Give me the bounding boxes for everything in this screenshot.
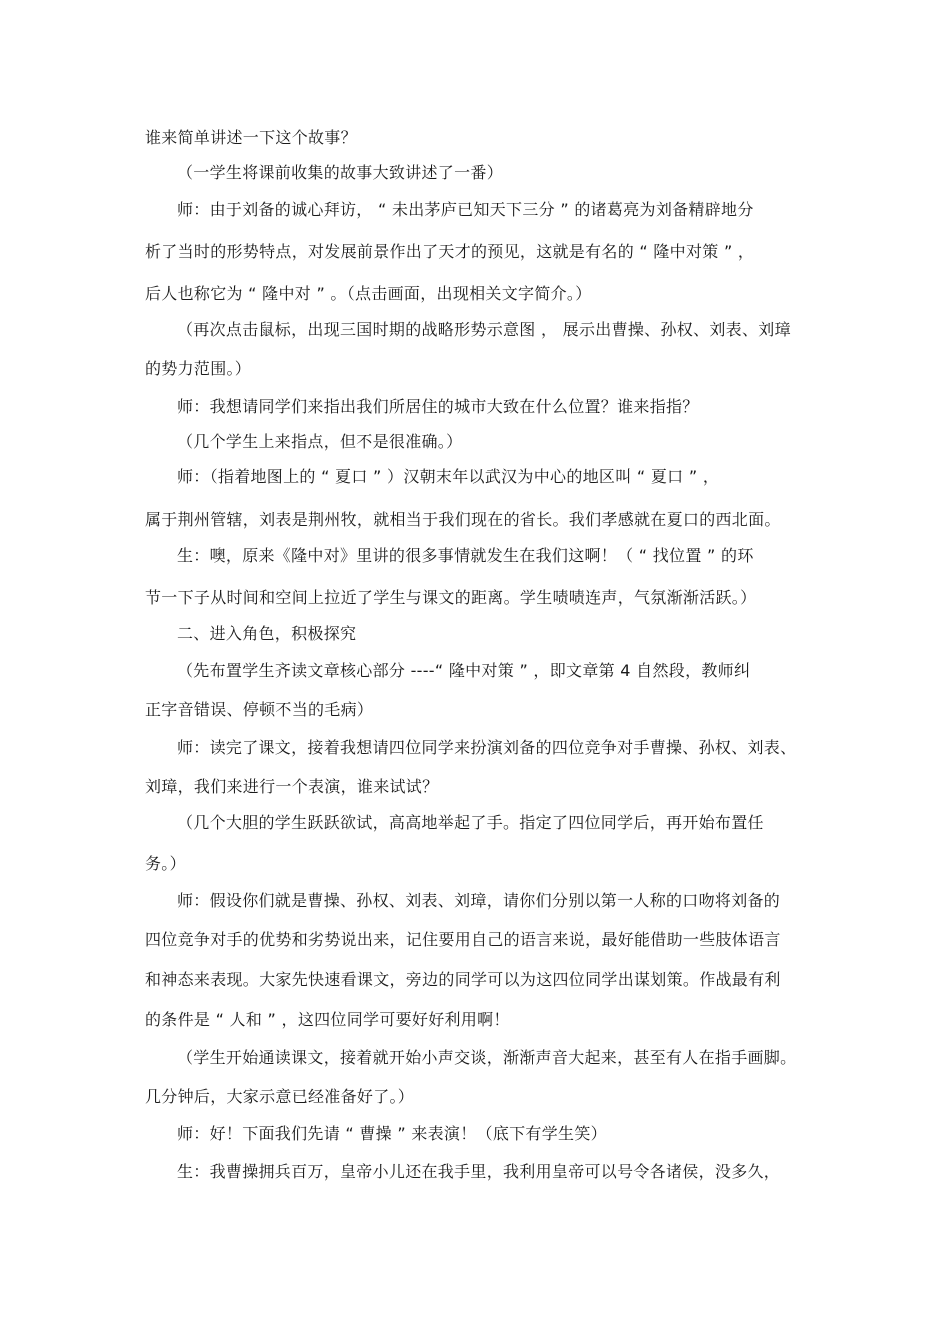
text-line: 师：由于刘备的诚心拜访， “ 未出茅庐已知天下三分 ” 的诸葛亮为刘备精辟地分 — [177, 200, 754, 219]
text-line: 师：读完了课文，接着我想请四位同学来扮演刘备的四位竞争对手曹操、孙权、刘表、 — [177, 738, 797, 757]
text-line: 属于荆州管辖，刘表是荆州牧，就相当于我们现在的省长。我们孝感就在夏口的西北面。 — [145, 510, 781, 529]
text-line: 生：我曹操拥兵百万，皇帝小儿还在我手里，我利用皇帝可以号令各诸侯，没多久， — [177, 1162, 781, 1181]
text-line: 师：好！下面我们先请 “ 曹操 ” 来表演！（底下有学生笑） — [177, 1124, 607, 1143]
section-heading: 二、进入角色，积极探究 — [177, 624, 357, 643]
text-line: 节一下子从时间和空间上拉近了学生与课文的距离。学生啧啧连声，气氛渐渐活跃。） — [145, 588, 757, 607]
text-line: （几个大胆的学生跃跃欲试，高高地举起了手。指定了四位同学后，再开始布置任 — [177, 813, 764, 832]
text-line: 的条件是 “ 人和 ” ，这四位同学可要好好利用啊！ — [145, 1010, 510, 1029]
text-line: 的势力范围。） — [145, 359, 252, 378]
text-line: 和神态来表现。大家先快速看课文，旁边的同学可以为这四位同学出谋划策。作战最有利 — [145, 970, 781, 989]
text-line: 务。） — [145, 854, 186, 873]
text-line: 几分钟后，大家示意已经准备好了。） — [145, 1087, 415, 1106]
text-line: 四位竞争对手的优势和劣势说出来，记住要用自己的语言来说，最好能借助一些肢体语言 — [145, 930, 781, 949]
text-line: 后人也称它为 “ 隆中对 ” 。（点击画面，出现相关文字简介。） — [145, 284, 592, 303]
text-line: （再次点击鼠标，出现三国时期的战略形势示意图 ， 展示出曹操、孙权、刘表、刘璋 — [177, 320, 791, 339]
text-line: 正字音错误、停顿不当的毛病） — [145, 700, 374, 719]
text-line: 生：噢，原来《隆中对》里讲的很多事情就发生在我们这啊！（ “ 找位置 ” 的环 — [177, 546, 754, 565]
text-line: 师：（指着地图上的 “ 夏口 ” ）汉朝末年以武汉为中心的地区叫 “ 夏口 ” ， — [177, 467, 720, 486]
text-line: （一学生将课前收集的故事大致讲述了一番） — [177, 163, 504, 182]
text-line: 师：我想请同学们来指出我们所居住的城市大致在什么位置？谁来指指？ — [177, 397, 699, 416]
text-line: 师：假设你们就是曹操、孙权、刘表、刘璋，请你们分别以第一人称的口吻将刘备的 — [177, 891, 781, 910]
text-line: 析了当时的形势特点，对发展前景作出了天才的预见，这就是有名的 “ 隆中对策 ” ， — [145, 242, 755, 261]
text-line: （先布置学生齐读文章核心部分 ----“ 隆中对策 ” ，即文章第 4 自然段，教师纠 — [177, 661, 751, 680]
text-line: （学生开始通读课文，接着就开始小声交谈，渐渐声音大起来，甚至有人在指手画脚。 — [177, 1048, 797, 1067]
text-line: （几个学生上来指点，但不是很准确。） — [177, 432, 463, 451]
text-line: 刘璋，我们来进行一个表演，谁来试试？ — [145, 777, 439, 796]
text-line: 谁来简单讲述一下这个故事？ — [145, 128, 357, 147]
